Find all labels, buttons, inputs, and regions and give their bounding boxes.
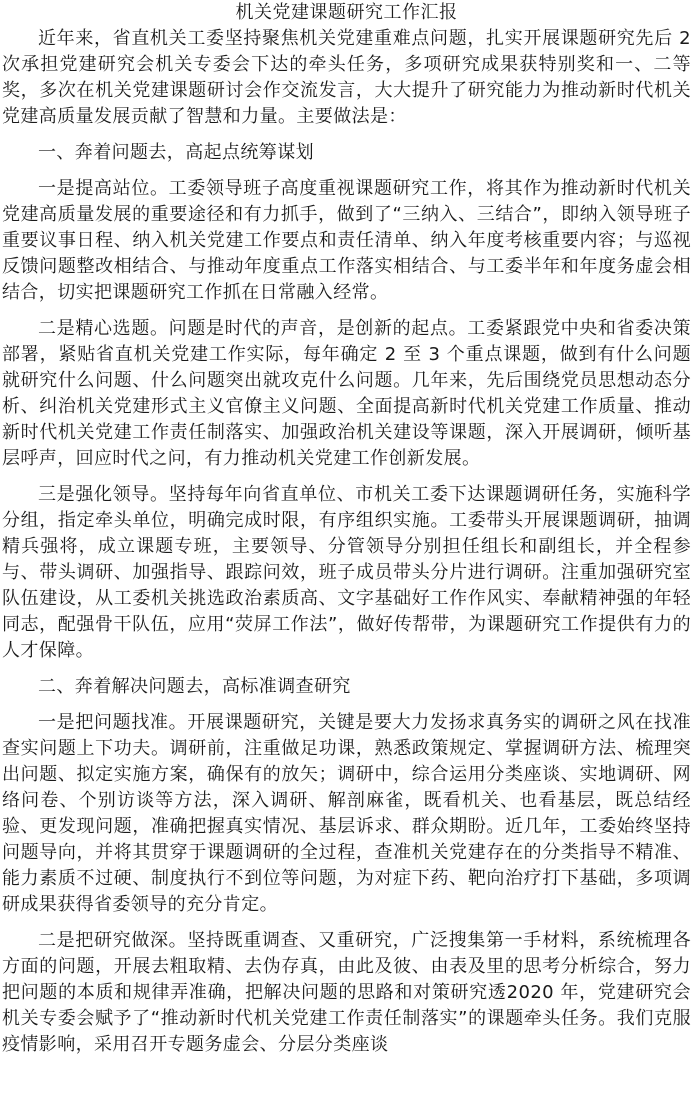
section-2-paragraph-2: 二是把研究做深。坚持既重调查、又重研究，广泛搜集第一手材料，系统梳理各方面的问题，开展去粗取精、去伪存真，由此及彼、由表及里的思考分析综合，努力把问题的本质和规律弄准确，把解决问题的思路和对策研究透2020 年，党建研究会机关专委会赋予了“推动新时代机关党建工作责任制落实”的课题牵头任务。我们克服疫情影响，采用召开专题务虚会、分层分类座谈 [2, 930, 691, 1055]
intro-paragraph: 近年来，省直机关工委坚持聚焦机关党建重难点问题，扎实开展课题研究先后 2 次承担党建研究会机关专委会下达的牵头任务，多项研究成果获特别奖和一、二等奖，多次在机关党建课题研讨会作交流发言，大大提升了研究能力为推动新时代机关党建高质量发展贡献了智慧和力量。主要做法是： [2, 28, 691, 127]
section-1-paragraph-3: 三是强化领导。坚持每年向省直单位、市机关工委下达课题调研任务，实施科学分组，指定牵头单位，明确完成时限，有序组织实施。工委带头开展课题调研，抽调精兵强将，成立课题专班，主要领导、分管领导分别担任组长和副组长，并全程参与、带头调研、加强指导、跟踪问效，班子成员带头分片进行调研。注重加强研究室队伍建设，从工委机关挑选政治素质高、文字基础好工作作风实、奉献精神强的年轻同志，配强骨干队伍，应用“荧屏工作法”，做好传帮带，为课题研究工作提供有力的人才保障。 [2, 484, 691, 661]
section-1-paragraph-1: 一是提高站位。工委领导班子高度重视课题研究工作，将其作为推动新时代机关党建高质量发展的重要途径和有力抓手，做到了“三纳入、三结合”，即纳入领导班子重要议事日程、纳入机关党建工作要点和责任清单、纳入年度考核重要内容；与巡视反馈问题整改相结合、与推动年度重点工作落实相结合、与工委半年和年度务虚会相结合，切实把课题研究工作抓在日常融入经常。 [2, 178, 691, 303]
document-title: 机关党建课题研究工作汇报 [235, 2, 458, 23]
section-1-paragraph-2: 二是精心选题。问题是时代的声音，是创新的起点。工委紧跟党中央和省委决策部署，紧贴省直机关党建工作实际，每年确定 2 至 3 个重点课题，做到有什么问题就研究什么问题、什么问题突出就攻克什么问题。几年来，先后围绕党员思想动态分析、纠治机关党建形式主义官僚主义问题、全面提高新时代机关党建工作质量、推动新时代机关党建工作责任制落实、加强政治机关建设等课题，深入开展调研，倾听基层呼声，回应时代之问，有力推动机关党建工作创新发展。 [2, 318, 691, 469]
section-2-heading: 二、奔着解决问题去，高标准调查研究 [38, 676, 351, 697]
section-1-heading: 一、奔着问题去，高起点统筹谋划 [38, 142, 314, 163]
section-2-paragraph-1: 一是把问题找准。开展课题研究，关键是要大力发扬求真务实的调研之风在找准查实问题上下功夫。调研前，注重做足功课，熟悉政策规定、掌握调研方法、梳理突出问题、拟定实施方案，确保有的放矢；调研中，综合运用分类座谈、实地调研、网络问卷、个别访谈等方法，深入调研、解剖麻雀，既看机关、也看基层，既总结经验、更发现问题，准确把握真实情况、基层诉求、群众期盼。近几年，工委始终坚持问题导向，并将其贯穿于课题调研的全过程，查准机关党建存在的分类指导不精准、能力素质不过硬、制度执行不到位等问题，为对症下药、靶向治疗打下基础，多项调研成果获得省委领导的充分肯定。 [2, 712, 691, 915]
